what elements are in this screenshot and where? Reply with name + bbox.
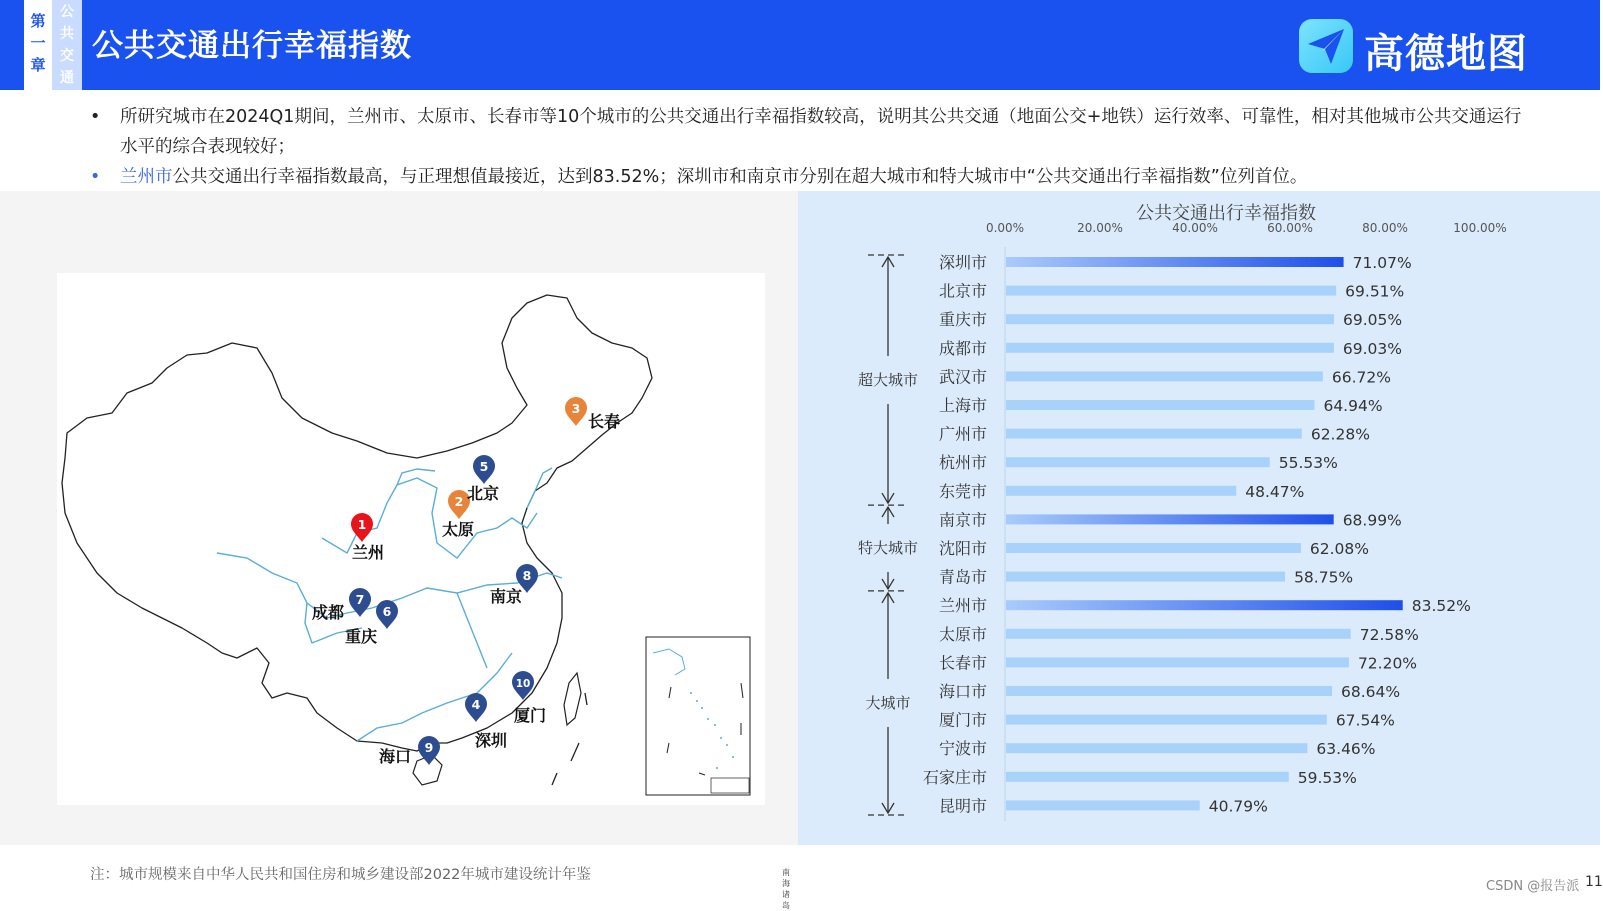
bar-chart xyxy=(798,191,1600,845)
value-label: 68.64% xyxy=(1341,683,1401,701)
value-label: 71.07% xyxy=(1352,254,1412,272)
chapter-tab xyxy=(24,0,52,90)
taiwan-island xyxy=(564,673,581,725)
category-label: 南京市 xyxy=(938,510,987,530)
value-label: 48.47% xyxy=(1245,482,1305,501)
city-label: 深圳 xyxy=(475,731,508,750)
value-label: 69.51% xyxy=(1345,282,1405,301)
value-label: 83.52% xyxy=(1411,597,1471,616)
bar xyxy=(1006,572,1285,582)
bar xyxy=(1006,514,1334,524)
bar xyxy=(1006,486,1236,496)
x-tick-label: 100.00% xyxy=(1453,221,1507,235)
value-label: 59.53% xyxy=(1297,768,1357,787)
pin-rank: 7 xyxy=(355,592,365,607)
bar xyxy=(1006,743,1307,753)
x-tick-label: 20.00% xyxy=(1077,221,1123,235)
x-tick-label: 60.00% xyxy=(1267,221,1313,235)
inset-label-box xyxy=(711,778,749,793)
category-label: 石家庄市 xyxy=(922,767,987,787)
category-label: 杭州市 xyxy=(938,453,987,473)
value-label: 55.53% xyxy=(1278,454,1338,473)
value-label: 72.20% xyxy=(1357,654,1418,673)
category-label: 青岛市 xyxy=(938,567,987,587)
bar xyxy=(1006,457,1270,467)
category-label: 武汉市 xyxy=(938,367,987,387)
x-tick-label: 0.00% xyxy=(985,221,1025,235)
category-label: 沈阳市 xyxy=(938,539,987,558)
inset-caption: 南海诸岛 xyxy=(782,868,790,910)
value-label: 62.08% xyxy=(1309,540,1369,558)
value-label: 64.94% xyxy=(1323,397,1383,415)
pin-rank: 1 xyxy=(357,517,367,532)
value-label: 40.79% xyxy=(1208,797,1268,816)
category-label: 厦门市 xyxy=(938,710,987,730)
pin-rank: 5 xyxy=(479,459,489,474)
category-label: 深圳市 xyxy=(938,253,987,272)
value-label: 66.72% xyxy=(1331,368,1392,387)
category-label: 太原市 xyxy=(938,624,987,644)
category-label: 重庆市 xyxy=(938,310,987,330)
group-label: 大城市 xyxy=(865,693,911,712)
value-label: 58.75% xyxy=(1294,568,1354,587)
bullet-1-text: 所研究城市在2024Q1期间，兰州市、太原市、长春市等10个城市的公共交通出行幸福指数较高，说明其公共交通（地面公交+地铁）运行效率、可靠性，相对其他城市公共交通运行水平的综合表现较好； xyxy=(120,107,1522,157)
chapter-label: 第 一 章 xyxy=(30,12,46,74)
section-label: 公 共 交 通 xyxy=(60,4,74,86)
value-label: 69.03% xyxy=(1342,339,1403,358)
pin-rank: 8 xyxy=(522,568,532,583)
category-label: 昆明市 xyxy=(938,796,987,816)
value-label: 67.54% xyxy=(1335,711,1395,730)
category-label: 北京市 xyxy=(938,281,987,301)
city-label: 厦门 xyxy=(514,706,547,725)
bullet-dot: • xyxy=(90,167,101,187)
city-label: 重庆 xyxy=(345,627,378,646)
group-label: 超大城市 xyxy=(857,371,919,390)
category-label: 长春市 xyxy=(938,653,987,673)
chart-panel xyxy=(798,191,1600,845)
footnote: 注：城市规模来自中华人民共和国住房和城乡建设部2022年城市建设统计年鉴 xyxy=(90,867,591,883)
city-label: 长春 xyxy=(588,412,621,431)
amap-logo-icon xyxy=(1298,18,1354,74)
category-label: 上海市 xyxy=(938,396,987,415)
bar xyxy=(1006,543,1301,553)
value-label: 68.99% xyxy=(1342,511,1402,530)
section-tab xyxy=(52,0,82,90)
value-label: 69.05% xyxy=(1342,311,1403,330)
value-label: 62.28% xyxy=(1310,425,1370,444)
bullet-2-text: 公共交通出行幸福指数最高，与正理想值最接近，达到83.52%；深圳市和南京市分别在超大城市和特大城市中“公共交通出行幸福指数”位列首位。 xyxy=(172,167,1308,187)
bar xyxy=(1006,371,1323,381)
page-number: 11 xyxy=(1585,874,1603,890)
bar xyxy=(1006,343,1334,353)
bar xyxy=(1006,657,1349,667)
pin-rank: 3 xyxy=(571,401,581,416)
page-title: 公共交通出行幸福指数 xyxy=(92,28,412,64)
south-china-sea-inset xyxy=(646,637,750,795)
category-label: 兰州市 xyxy=(938,596,987,616)
pin-rank: 4 xyxy=(471,697,481,712)
category-label: 广州市 xyxy=(938,424,987,444)
category-label: 海口市 xyxy=(938,682,987,701)
bullet-dot: • xyxy=(90,107,101,127)
bar xyxy=(1006,629,1351,639)
bar xyxy=(1006,286,1336,296)
category-label: 东莞市 xyxy=(938,481,987,501)
bullet-2-highlight: 兰州市 xyxy=(120,167,173,187)
pin-rank: 10 xyxy=(515,678,531,690)
bar xyxy=(1006,429,1302,439)
city-label: 北京 xyxy=(467,484,500,503)
bar xyxy=(1006,314,1334,324)
chart-title: 公共交通出行幸福指数 xyxy=(1136,203,1316,224)
header-bar xyxy=(0,0,1600,90)
x-tick-label: 40.00% xyxy=(1172,221,1218,235)
city-label: 南京 xyxy=(490,587,523,606)
category-label: 宁波市 xyxy=(938,739,987,759)
pin-rank: 9 xyxy=(424,740,434,755)
bar xyxy=(1006,715,1327,725)
bar xyxy=(1006,400,1314,410)
city-label: 兰州 xyxy=(352,543,385,562)
bar xyxy=(1006,257,1344,267)
city-label: 海口 xyxy=(379,747,412,766)
bar xyxy=(1006,600,1403,610)
group-label: 特大城市 xyxy=(857,539,919,557)
pin-rank: 6 xyxy=(382,604,392,619)
value-label: 63.46% xyxy=(1316,740,1376,759)
bar xyxy=(1006,800,1200,810)
category-label: 成都市 xyxy=(938,338,987,358)
bar xyxy=(1006,686,1332,696)
brand-name: 高德地图 xyxy=(1364,31,1528,77)
bar xyxy=(1006,772,1289,782)
x-tick-label: 80.00% xyxy=(1362,221,1408,235)
value-label: 72.58% xyxy=(1359,625,1419,644)
watermark: CSDN @报告派 xyxy=(1486,879,1580,894)
city-label: 成都 xyxy=(312,603,345,622)
pin-rank: 2 xyxy=(454,494,464,509)
city-label: 太原 xyxy=(442,520,475,539)
